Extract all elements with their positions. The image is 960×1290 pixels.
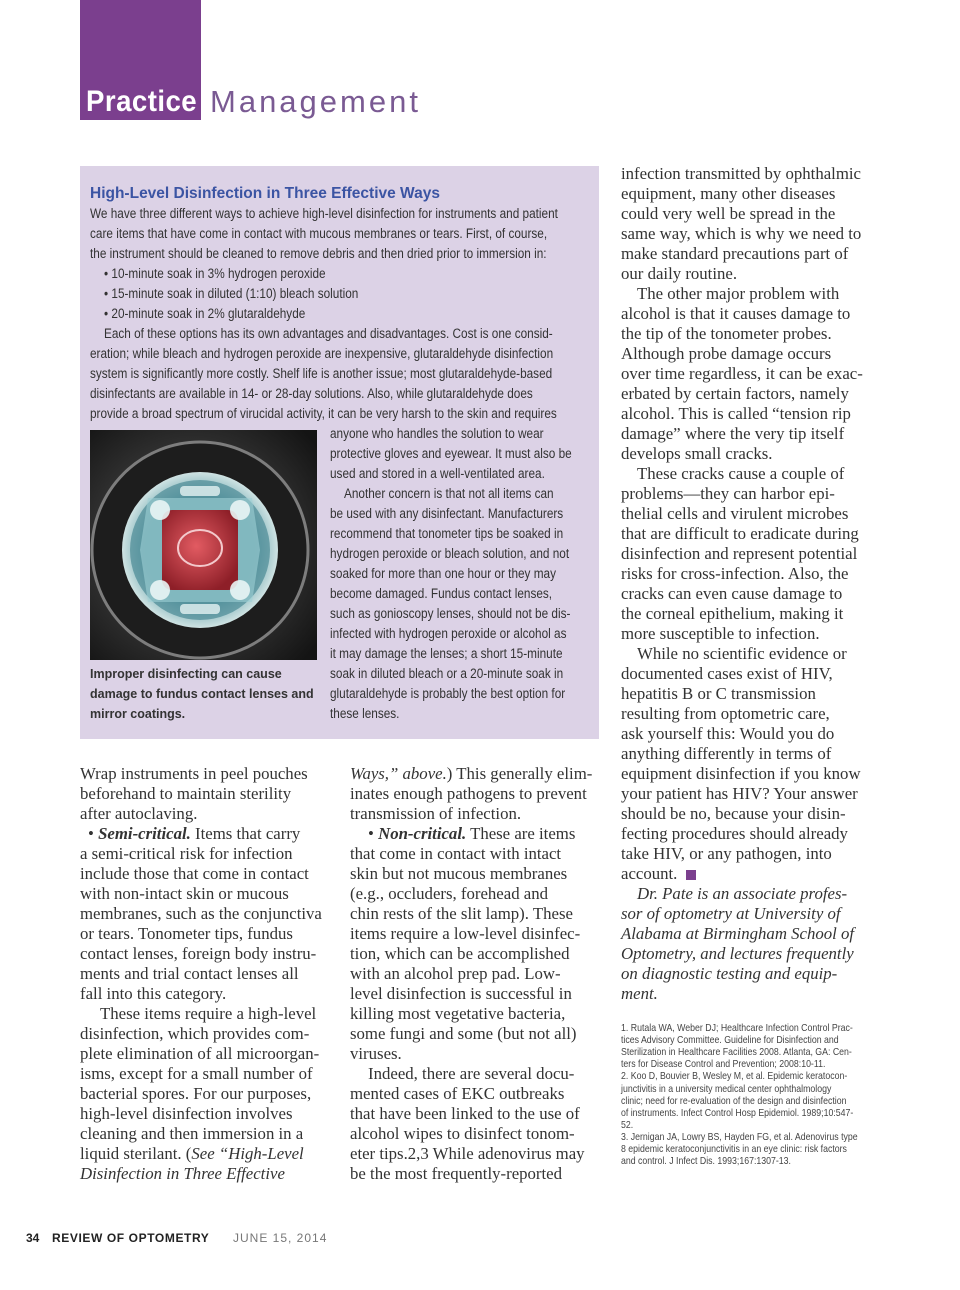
sidebar-line: Each of these options has its own advantages and disadvantages. Cost is one consid-	[104, 326, 553, 341]
column-line: tion, which can be accomplished	[350, 944, 570, 963]
sidebar-line: it may damage the lenses; a short 15-minute	[330, 646, 563, 661]
column-line: the corneal epithelium, making it	[621, 604, 844, 623]
column-line: mented cases of EKC outbreaks	[350, 1084, 565, 1103]
column-line: Disinfection in Three Effective	[80, 1164, 285, 1183]
column-line: damage” where the very tip itself	[621, 424, 845, 443]
column-line: bacterial spores. For our purposes,	[80, 1084, 312, 1103]
sidebar-line: become damaged. Fundus contact lenses,	[330, 586, 553, 601]
bio-line: on diagnostic testing and equip-	[621, 964, 838, 983]
column-line: contact lenses, foreign body instru-	[80, 944, 317, 963]
column-line: level disinfection is successful in	[350, 984, 572, 1003]
column-line: While no scientific evidence or	[637, 644, 847, 663]
lens-photo	[90, 430, 317, 660]
column-line: infection transmitted by ophthalmic	[621, 164, 862, 183]
column-line: hepatitis B or C transmission	[621, 684, 816, 703]
reference-line: 2. Koo D, Bouvier B, Wesley M, et al. Epidemic keratocon-	[621, 1071, 848, 1083]
column-line: or tears. Tonometer tips, fundus	[80, 924, 293, 943]
sidebar-line: the instrument should be cleaned to remove debris and then dried prior to immersion in:	[90, 246, 547, 261]
sidebar-line: these lenses.	[330, 706, 400, 721]
page-number: 34	[26, 1231, 40, 1245]
bio-line: ment.	[621, 984, 658, 1003]
column-line: inates enough pathogens to prevent	[350, 784, 587, 803]
section-label-practice: Practice	[86, 85, 198, 118]
column-line: our daily routine.	[621, 264, 738, 283]
column-line: These cracks cause a couple of	[637, 464, 845, 483]
column-line: could very well be spread in the	[621, 204, 836, 223]
column-line: Although probe damage occurs	[621, 344, 832, 363]
column-line: your patient has HIV? Your answer	[621, 784, 858, 803]
reference-line: 52.	[621, 1119, 634, 1131]
sidebar-line: be used with any disinfectant. Manufacturers	[330, 506, 564, 521]
reference-line: tices Advisory Committee. Guideline for Disinfection and	[621, 1035, 839, 1047]
publication-name: REVIEW OF OPTOMETRY	[52, 1231, 210, 1245]
bio-line: Dr. Pate is an associate profes-	[637, 884, 848, 903]
column-line: high-level disinfection involves	[80, 1104, 293, 1123]
column-line: plete elimination of all microorgan-	[80, 1044, 320, 1063]
bio-line: Optometry, and lectures frequently	[621, 944, 854, 963]
issue-date: JUNE 15, 2014	[233, 1231, 328, 1245]
column-line: that are difficult to eradicate during	[621, 524, 859, 543]
sidebar-line: protective gloves and eyewear. It must also be	[330, 446, 572, 461]
sidebar-line: infected with hydrogen peroxide or alcohol as	[330, 626, 567, 641]
bio-line: Alabama at Birmingham School of	[621, 924, 855, 943]
column-line: isms, except for a small number of	[80, 1064, 313, 1083]
column-line: alcohol is that it causes damage to	[621, 304, 851, 323]
sidebar-line: care items that have come in contact with mucous membranes or tears. First, of course,	[90, 226, 548, 241]
lens-illustration	[90, 430, 317, 660]
column-line: (e.g., occluders, forehead and	[350, 884, 549, 903]
sidebar-line: system is significantly more costly. Shelf life is another issue; most glutaraldehyde-based	[90, 366, 553, 381]
reference-line: and control. J Infect Dis. 1993;167:1307-13.	[621, 1156, 791, 1168]
sidebar-line: Another concern is that not all items can	[344, 486, 554, 501]
column-line: These items require a high-level	[100, 1004, 317, 1023]
column-line: resulting from optometric care,	[621, 704, 830, 723]
column-line: equipment, many other diseases	[621, 184, 836, 203]
sidebar-line: • 10-minute soak in 3% hydrogen peroxide	[104, 266, 326, 281]
column-line: over time regardless, it can be exac-	[621, 364, 863, 383]
sidebar-line: • 15-minute soak in diluted (1:10) bleach solution	[104, 286, 359, 301]
column-line: take HIV, or any pathogen, into	[621, 844, 832, 863]
column-line: killing most vegetative bacteria,	[350, 1004, 566, 1023]
sidebar-line: glutaraldehyde is probably the best option for	[330, 686, 566, 701]
sidebar-line: recommend that tonometer tips be soaked in	[330, 526, 564, 541]
caption-line: mirror coatings.	[90, 707, 186, 721]
column-line: documented cases exist of HIV,	[621, 664, 833, 683]
column-line: disinfection and represent potential	[621, 544, 858, 563]
column-line: account.	[621, 864, 678, 883]
column-line: fall into this category.	[80, 984, 227, 1003]
caption-line: damage to fundus contact lenses and	[90, 687, 314, 701]
sidebar-line: used and stored in a well-ventilated area.	[330, 466, 545, 481]
sidebar-line: We have three different ways to achieve high-level disinfection for instruments and patient	[90, 206, 558, 221]
column-line: • Semi-critical. Items that carry	[88, 824, 301, 843]
column-line: chin rests of the slit lamp). These	[350, 904, 573, 923]
reference-line: 1. Rutala WA, Weber DJ; Healthcare Infection Control Prac-	[621, 1023, 853, 1034]
column-line: include those that come in contact	[80, 864, 309, 883]
column-line: risks for cross-infection. Also, the	[621, 564, 849, 583]
sidebar-line: eration; while bleach and hydrogen peroxide are inexpensive, glutaraldehyde disinfection	[90, 346, 554, 361]
column-line: Indeed, there are several docu-	[368, 1064, 575, 1083]
column-line: problems—they can harbor epi-	[621, 484, 835, 503]
column-line: • Non-critical. These are items	[368, 824, 576, 843]
column-line: should be no, because your disin-	[621, 804, 846, 823]
sidebar-line: • 20-minute soak in 2% glutaraldehyde	[104, 306, 306, 321]
sidebar-line: such as gonioscopy lenses, should not be dis-	[330, 606, 571, 621]
column-line: a semi-critical risk for infection	[80, 844, 293, 863]
column-line: with non-intact skin or mucous	[80, 884, 289, 903]
sidebar-line: hydrogen peroxide or bleach solution, and not	[330, 546, 570, 561]
column-line: Wrap instruments in peel pouches	[80, 764, 308, 783]
reference-line: of instruments. Infect Control Hosp Epidemiol. 1989;10:547-	[621, 1107, 854, 1119]
column-line: after autoclaving.	[80, 804, 198, 823]
column-line: that have been linked to the use of	[350, 1104, 580, 1123]
column-line: fecting procedures should already	[621, 824, 848, 843]
reference-line: junctivitis in a university medical center ophthalmology	[621, 1083, 832, 1095]
column-line: same way, which is why we need to	[621, 224, 862, 243]
column-line: The other major problem with	[637, 284, 840, 303]
column-line: that come in contact with intact	[350, 844, 562, 863]
sidebar-line: provide a broad spectrum of virucidal activity, it can be very harsh to the skin and requires	[90, 406, 557, 421]
sidebar-line: anyone who handles the solution to wear	[330, 426, 544, 441]
column-line: more susceptible to infection.	[621, 624, 820, 643]
column-line: liquid sterilant. (See “High-Level	[80, 1144, 304, 1163]
bio-line: sor of optometry at University of	[621, 904, 841, 923]
caption-line: Improper disinfecting can cause	[90, 667, 282, 681]
column-line: membranes, such as the conjunctiva	[80, 904, 322, 923]
column-line: the tip of the tonometer probes.	[621, 324, 832, 343]
column-line: ments and trial contact lenses all	[80, 964, 299, 983]
column-line: items require a low-level disinfec-	[350, 924, 581, 943]
column-line: develops small cracks.	[621, 444, 773, 463]
section-label-management: Management	[210, 84, 421, 119]
column-line: erbated by certain factors, namely	[621, 384, 849, 403]
column-line: with an alcohol prep pad. Low-	[350, 964, 561, 983]
column-line: anything differently in terms of	[621, 744, 832, 763]
column-line: cleaning and then immersion in a	[80, 1124, 304, 1143]
column-line: skin but not mucous membranes	[350, 864, 568, 883]
column-line: beforehand to maintain sterility	[80, 784, 292, 803]
reference-line: 3. Jernigan JA, Lowry BS, Hayden FG, et al. Adenovirus type	[621, 1131, 858, 1143]
end-mark	[686, 870, 696, 880]
sidebar-line: disinfectants are available in 14- or 28-day solutions. Also, while glutaraldehyde does	[90, 386, 533, 401]
column-line: some fungi and some (but not all)	[350, 1024, 577, 1043]
column-line: disinfection, which provides com-	[80, 1024, 310, 1043]
column-line: eter tips.2,3 While adenovirus may	[350, 1144, 585, 1163]
column-line: equipment disinfection if you know	[621, 764, 861, 783]
reference-line: clinic; need for re-evaluation of the design and disinfection	[621, 1095, 847, 1107]
sidebar-title: High-Level Disinfection in Three Effective Ways	[90, 185, 440, 202]
reference-line: ters for Disease Control and Prevention; 2008:10-11.	[621, 1059, 826, 1071]
column-line: Ways,” above.) This generally elim-	[350, 764, 593, 783]
column-line: cracks can even cause damage to	[621, 584, 843, 603]
column-line: be the most frequently-reported	[350, 1164, 563, 1183]
column-line: make standard precautions part of	[621, 244, 849, 263]
sidebar-line: soaked for more than one hour or they may	[330, 566, 556, 581]
column-line: transmission of infection.	[350, 804, 522, 823]
reference-line: Sterilization in Healthcare Facilities 2008. Atlanta, GA: Cen-	[621, 1047, 852, 1059]
column-line: alcohol. This is called “tension rip	[621, 404, 851, 423]
reference-line: 8 epidemic keratoconjunctivitis in an eye clinic: risk factors	[621, 1144, 847, 1155]
column-line: alcohol wipes to disinfect tonom-	[350, 1124, 575, 1143]
column-line: thelial cells and virulent microbes	[621, 504, 849, 523]
sidebar-line: soak in diluted bleach or a 20-minute soak in	[330, 666, 564, 681]
column-line: ask yourself this: Would you do	[621, 724, 835, 743]
column-line: viruses.	[350, 1044, 402, 1063]
